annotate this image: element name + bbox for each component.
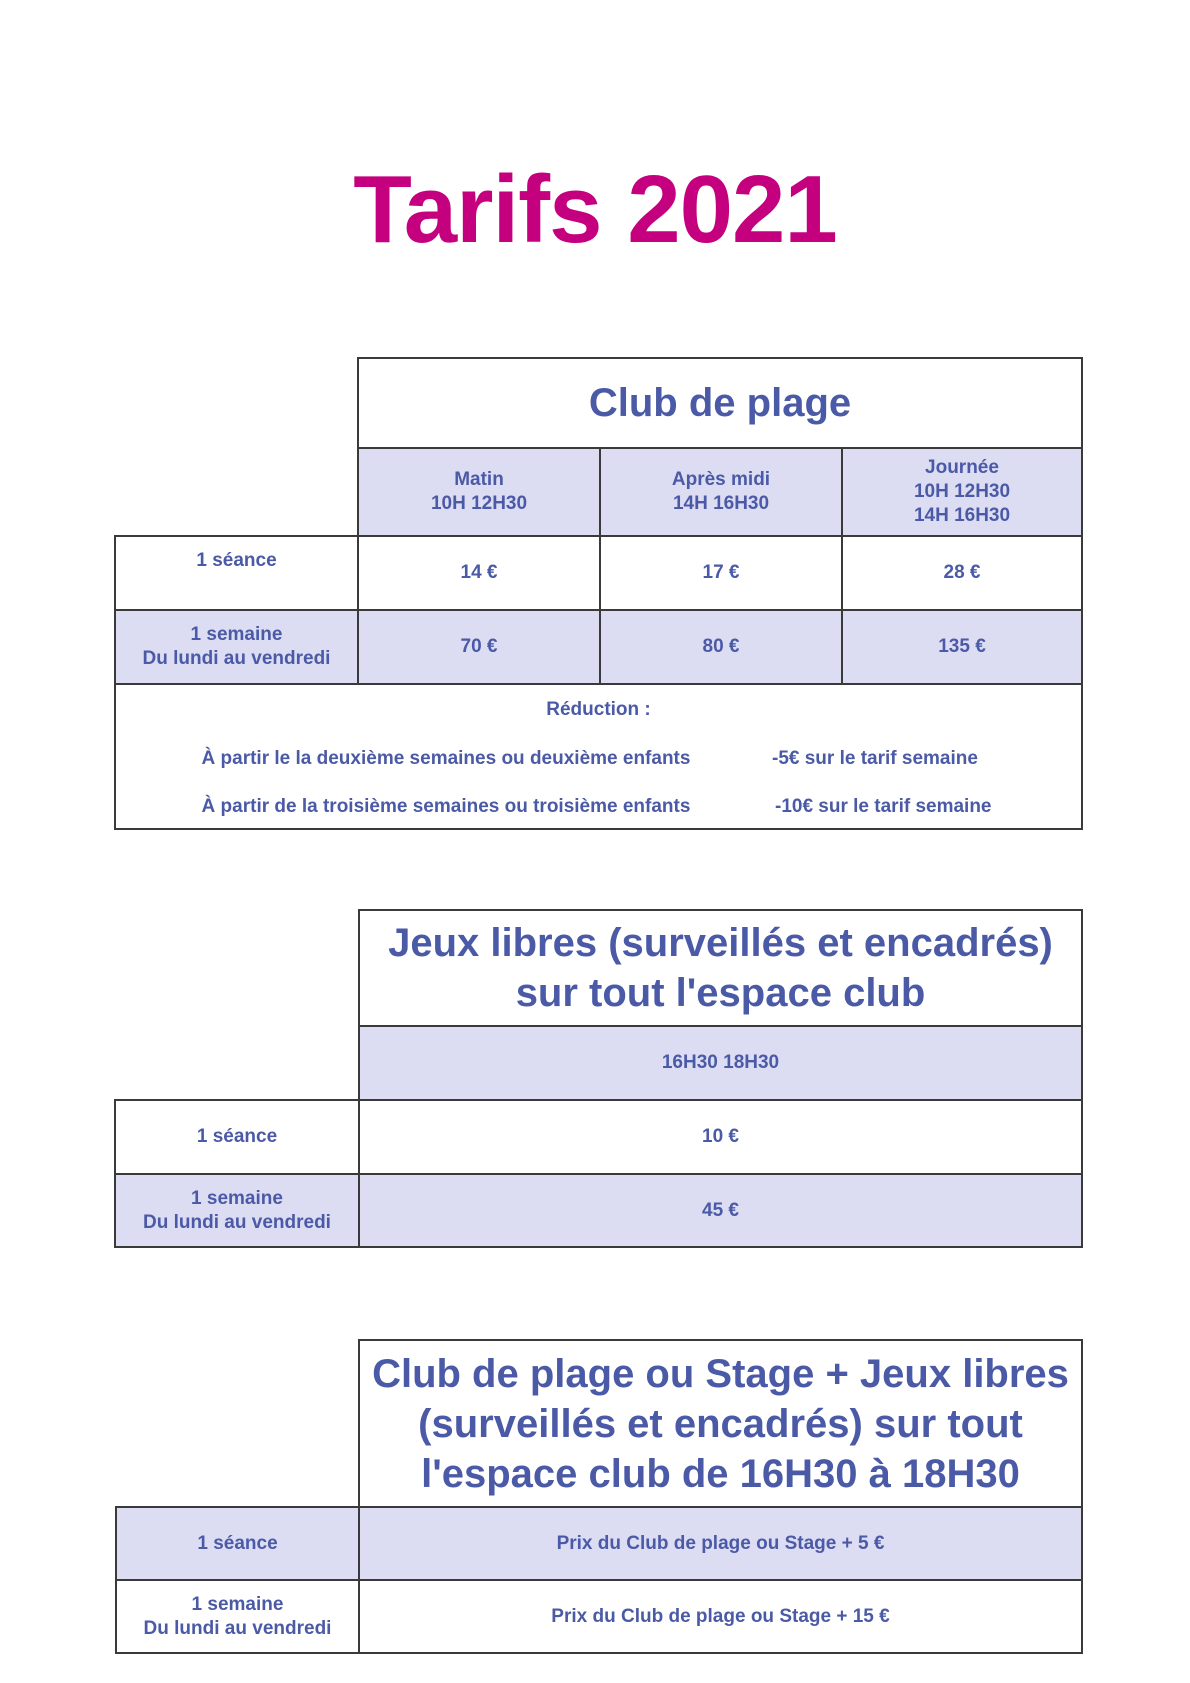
price-cell: 10 €	[358, 1099, 1083, 1175]
reduction-block	[114, 683, 1083, 830]
reduction-condition: À partir le la deuxième semaines ou deuxième enfants	[201, 748, 691, 769]
price-cell: 28 €	[841, 535, 1083, 611]
price-cell: 45 €	[358, 1173, 1083, 1248]
table1-header: Club de plage	[357, 357, 1083, 449]
price-cell: 70 €	[357, 609, 601, 685]
price-cell: Prix du Club de plage ou Stage + 5 €	[358, 1506, 1083, 1581]
row-label-semaine: 1 semaine Du lundi au vendredi	[114, 1173, 360, 1248]
column-header-apres-midi: Après midi 14H 16H30	[599, 447, 843, 537]
reduction-discount: -10€ sur le tarif semaine	[775, 796, 992, 817]
row-label-seance: 1 séance	[114, 1099, 360, 1175]
price-cell: 14 €	[357, 535, 601, 611]
price-cell: 80 €	[599, 609, 843, 685]
row-label-seance: 1 séance	[115, 1506, 360, 1581]
table2-header: Jeux libres (surveillés et encadrés) sur tout l'espace club	[358, 909, 1083, 1027]
page-title: Tarifs 2021	[353, 156, 837, 263]
column-header-matin: Matin 10H 12H30	[357, 447, 601, 537]
reduction-discount: -5€ sur le tarif semaine	[772, 748, 978, 769]
reduction-title: Réduction :	[546, 699, 651, 720]
price-cell: 17 €	[599, 535, 843, 611]
row-label-semaine: 1 semaine Du lundi au vendredi	[114, 609, 359, 685]
price-cell: 135 €	[841, 609, 1083, 685]
row-label-seance: 1 séance	[114, 535, 359, 611]
table3-header: Club de plage ou Stage + Jeux libres (surveillés et encadrés) sur tout l'espace club de 16H30 à 18H30	[358, 1339, 1083, 1508]
row-label-semaine: 1 semaine Du lundi au vendredi	[115, 1579, 360, 1654]
price-cell: Prix du Club de plage ou Stage + 15 €	[358, 1579, 1083, 1654]
time-slot: 16H30 18H30	[358, 1025, 1083, 1101]
column-header-journee: Journée 10H 12H30 14H 16H30	[841, 447, 1083, 537]
reduction-condition: À partir de la troisième semaines ou troisième enfants	[201, 796, 691, 817]
